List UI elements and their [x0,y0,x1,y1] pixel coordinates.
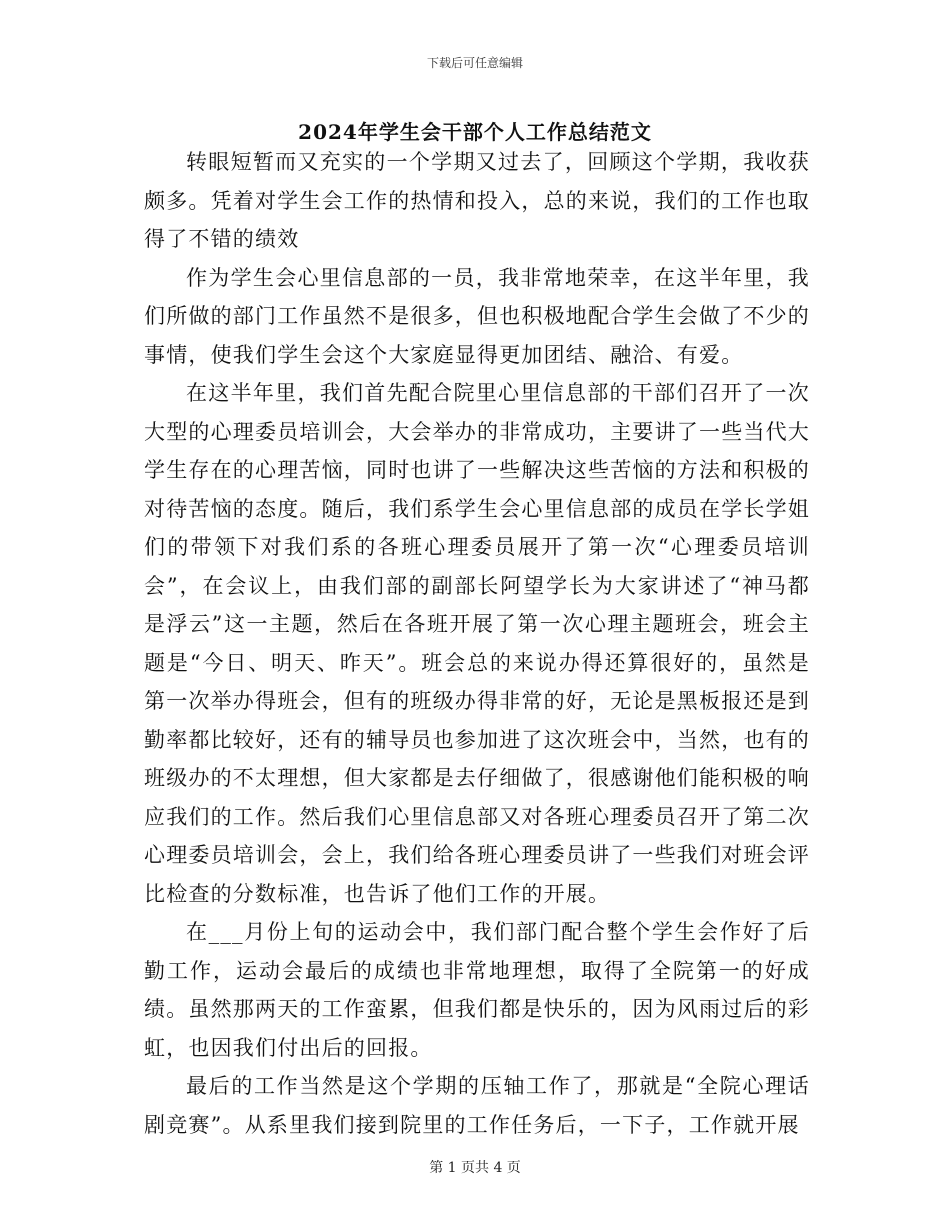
paragraph-2: 作为学生会心里信息部的一员，我非常地荣幸，在这半年里，我们所做的部门工作虽然不是很多，但也积极地配合学生会做了不少的事情，使我们学生会这个大家庭显得更加团结、融洽、有爱。 [144,265,810,367]
paragraph-3: 在这半年里，我们首先配合院里心里信息部的干部们召开了一次大型的心理委员培训会，大会举办的非常成功，主要讲了一些当代大学生存在的心理苦恼，同时也讲了一些解决这些苦恼的方法和积极的对待苦恼的态度。随后，我们系学生会心里信息部的成员在学长学姐们的带领下对我们系的各班心理委员展开了第一次“心理委员培训会”，在会议上，由我们部的副部长阿望学长为大家讲述了“神马都是浮云”这一主题，然后在各班开展了第一次心理主题班会，班会主题是“今日、明天、昨天”。班会总的来说办得还算很好的，虽然是第一次举办得班会，但有的班级办得非常的好，无论是黑板报还是到勤率都比较好，还有的辅导员也参加进了这次班会中，当然，也有的班级办的不太理想，但大家都是去仔细做了，很感谢他们能积极的响应我们的工作。然后我们心里信息部又对各班心理委员召开了第二次心理委员培训会，会上，我们给各班心理委员讲了一些我们对班会评比检查的分数标准，也告诉了他们工作的开展。 [144,381,810,906]
paragraph-5: 最后的工作当然是这个学期的压轴工作了，那就是“全院心理话剧竞赛”。从系里我们接到院里的工作任务后，一下子，工作就开展 [144,1074,810,1137]
page-header-note: 下载后可任意编辑 [426,56,523,70]
paragraph-4: 在___月份上旬的运动会中，我们部门配合整个学生会作好了后勤工作，运动会最后的成绩也非常地理想，取得了全院第一的好成绩。虽然那两天的工作蛮累，但我们都是快乐的，因为风雨过后的彩虹，也因我们付出后的回报。 [144,920,810,1060]
page-number: 第 1 页共 4 页 [429,1160,521,1176]
document-title: 2024年学生会干部个人工作总结范文 [298,120,652,144]
paragraph-1: 转眼短暂而又充实的一个学期又过去了，回顾这个学期，我收获颇多。凭着对学生会工作的热情和投入，总的来说，我们的工作也取得了不错的绩效 [144,150,810,251]
document-body [144,143,810,1144]
